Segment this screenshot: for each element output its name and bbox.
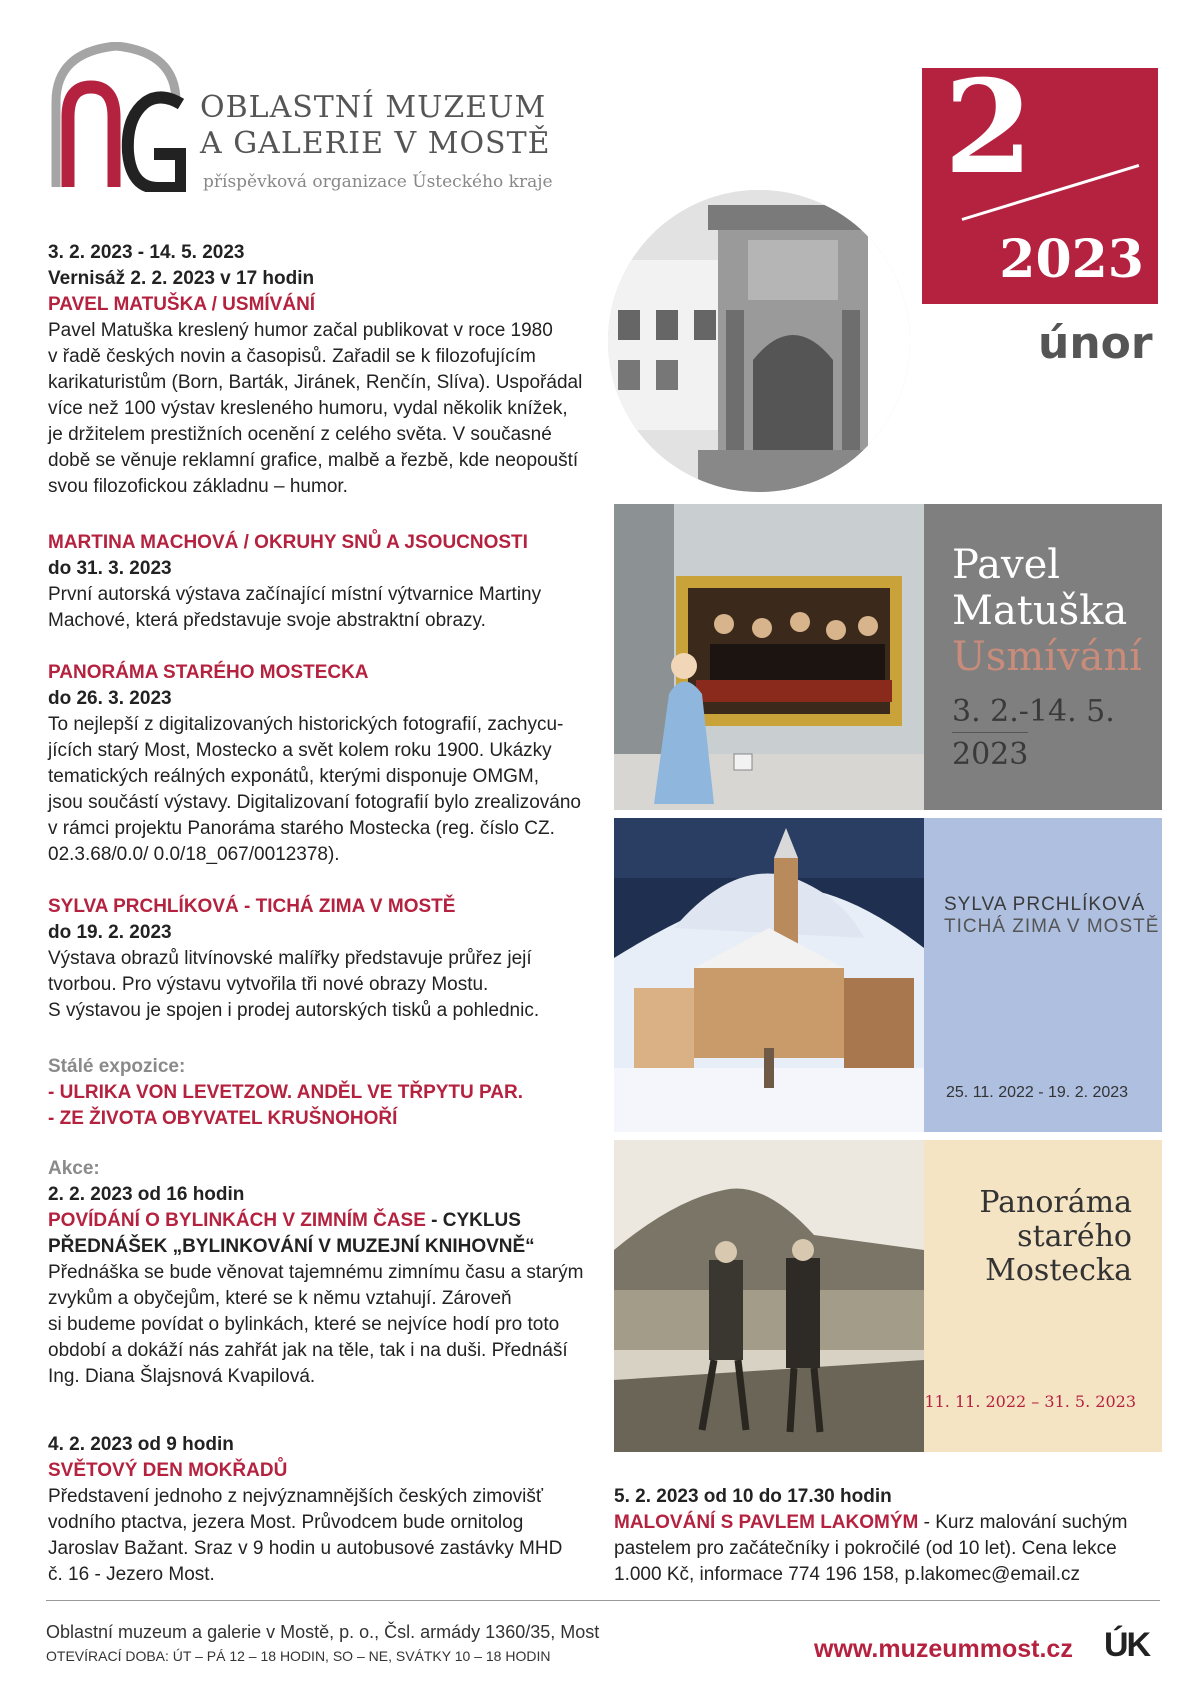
issue-month: únor xyxy=(1038,318,1153,369)
action-text-line: si budeme povídat o bylinkách, které se nejvíce hodí pro toto xyxy=(48,1314,560,1335)
action-text-line: č. 16 - Jezero Most. xyxy=(48,1564,215,1585)
event-text-line: v rámci projektu Panoráma starého Mostecka (reg. číslo CZ. xyxy=(48,818,555,839)
event-text-line: První autorská výstava začínající místní výtvarnice Martiny xyxy=(48,584,542,605)
event-text-line: 02.3.68/0.0/ 0.0/18_067/0012378). xyxy=(48,844,340,865)
panorama-photo xyxy=(614,1140,924,1452)
panorama-line3: Mostecka xyxy=(985,1253,1132,1288)
action-text-line: Přednáška se bude věnovat tajemnému zimnímu času a starým xyxy=(48,1262,584,1283)
event-panorama xyxy=(48,660,608,868)
permanent-item: - ULRIKA VON LEVETZOW. ANDĚL VE TŘPYTU PAR. xyxy=(48,1082,524,1103)
issue-badge xyxy=(922,53,1158,304)
building-photo xyxy=(608,190,910,492)
event-text-line: jsou součástí výstavy. Digitalizovaní fotografií bylo zrealizováno xyxy=(48,792,581,813)
event-date: do 19. 2. 2023 xyxy=(48,922,172,943)
action-text-line: Jaroslav Bažant. Sraz v 9 hodin u autobusové zastávky MHD xyxy=(48,1538,563,1559)
event-date: do 31. 3. 2023 xyxy=(48,558,172,579)
matuska-dates xyxy=(952,692,1115,775)
event-title: SYLVA PRCHLÍKOVÁ - TICHÁ ZIMA V MOSTĚ xyxy=(48,896,456,917)
matuska-year: 2023 xyxy=(952,732,1028,775)
museum-subtitle: příspěvková organizace Ústeckého kraje xyxy=(203,172,553,192)
matuska-date-range: 3. 2.-14. 5. xyxy=(952,694,1115,729)
museum-logo[interactable] xyxy=(46,42,186,192)
museum-logo-mark xyxy=(46,42,186,192)
action-text-line: zvykům a obyčejům, které se k němu vztahují. Zároveň xyxy=(48,1288,512,1309)
event-text-line: Výstava obrazů litvínovské malířky představuje průřez její xyxy=(48,948,532,969)
event-text-line: Pavel Matuška kreslený humor začal publikovat v roce 1980 xyxy=(48,320,553,341)
action-text-line: Představení jednoho z nejvýznamnějších českých zimovišť xyxy=(48,1486,544,1507)
action-text-first: - Kurz malování suchým xyxy=(918,1512,1128,1533)
event-matuska xyxy=(48,240,608,500)
panorama-line2: starého xyxy=(1017,1219,1132,1254)
prchlikova-name: SYLVA PRCHLÍKOVÁ xyxy=(944,894,1146,915)
museum-name xyxy=(200,90,551,162)
panel-prchlikova[interactable] xyxy=(614,818,1162,1132)
prchlikova-subtitle: TICHÁ ZIMA V MOSTĚ xyxy=(944,916,1160,937)
event-date: 3. 2. 2023 - 14. 5. 2023 xyxy=(48,242,245,263)
matuska-subtitle: Usmívání xyxy=(952,634,1142,680)
event-text-line: v řadě českých novin a časopisů. Zařadil se k filozofujícím xyxy=(48,346,536,367)
prchlikova-dates: 25. 11. 2022 - 19. 2. 2023 xyxy=(946,1084,1129,1101)
panel-panorama[interactable] xyxy=(614,1140,1162,1452)
website-link[interactable]: www.muzeummost.cz xyxy=(814,1635,1073,1663)
footer-hours: OTEVÍRACÍ DOBA: ÚT – PÁ 12 – 18 HODIN, SO – NE, SVÁTKY 10 – 18 HODIN xyxy=(46,1648,551,1664)
permanent-exhibitions xyxy=(48,1054,608,1132)
panorama-title xyxy=(979,1186,1132,1288)
event-text-line: To nejlepší z digitalizovaných historických fotografií, zachycu- xyxy=(48,714,564,735)
event-text-line: tvorbou. Pro výstavu vytvořila tři nové obrazy Mostu. xyxy=(48,974,489,995)
museum-name-line2: A GALERIE V MOSTĚ xyxy=(200,126,551,161)
event-text-line: Machové, která představuje svoje abstraktní obrazy. xyxy=(48,610,486,631)
event-title: PANORÁMA STARÉHO MOSTECKA xyxy=(48,662,369,683)
matuska-title xyxy=(952,542,1142,680)
action-text-line: Ing. Diana Šlajsnová Kvapilová. xyxy=(48,1366,316,1387)
action-text-line: období a dokáží nás zahřát jak na těle, tak i na duši. Přednáší xyxy=(48,1340,568,1361)
action-date: 2. 2. 2023 od 16 hodin xyxy=(48,1184,245,1205)
panorama-line1: Panoráma xyxy=(979,1185,1132,1220)
actions-label: Akce: xyxy=(48,1158,100,1179)
museum-name-line1: OBLASTNÍ MUZEUM xyxy=(200,90,547,125)
footer-address: Oblastní muzeum a galerie v Mostě, p. o., Čsl. armády 1360/35, Most xyxy=(46,1622,600,1642)
event-text-line: jících starý Most, Mostecko a svět kolem roku 1900. Ukázky xyxy=(48,740,552,761)
event-text-line: svou filozofickou základnu – humor. xyxy=(48,476,348,497)
action-herbs xyxy=(48,1156,608,1390)
event-text-line: S výstavou je spojen i prodej autorských tisků a pohlednic. xyxy=(48,1000,540,1021)
action-title: POVÍDÁNÍ O BYLINKÁCH V ZIMNÍM ČASE xyxy=(48,1210,426,1231)
action-painting xyxy=(614,1484,1162,1588)
event-text-line: karikaturistům (Born, Barták, Jiránek, Renčín, Slíva). Uspořádal xyxy=(48,372,583,393)
prchlikova-artwork xyxy=(614,818,924,1132)
action-title-cont2: PŘEDNÁŠEK „BYLINKOVÁNÍ V MUZEJNÍ KNIHOVNĚ“ xyxy=(48,1236,535,1257)
event-prchlikova xyxy=(48,894,608,1024)
action-text-line: vodního ptactva, jezera Most. Průvodcem bude ornitolog xyxy=(48,1512,524,1533)
prchlikova-title xyxy=(944,894,1159,938)
issue-number: 2 xyxy=(944,53,1034,203)
action-wetlands xyxy=(48,1432,608,1588)
event-machova xyxy=(48,530,608,634)
event-text-line: době se věnuje reklamní grafice, malbě a řezbě, kde neopouští xyxy=(48,450,579,471)
permanent-item: - ZE ŽIVOTA OBYVATEL KRUŠNOHOŘÍ xyxy=(48,1108,398,1129)
event-date: do 26. 3. 2023 xyxy=(48,688,172,709)
action-title: MALOVÁNÍ S PAVLEM LAKOMÝM xyxy=(614,1512,919,1533)
action-date: 5. 2. 2023 od 10 do 17.30 hodin xyxy=(614,1486,892,1507)
event-vernissage: Vernisáž 2. 2. 2023 v 17 hodin xyxy=(48,268,315,289)
event-title: PAVEL MATUŠKA / USMÍVÁNÍ xyxy=(48,294,316,315)
footer-divider xyxy=(46,1600,1160,1601)
matuska-artwork xyxy=(614,504,924,810)
action-title: SVĚTOVÝ DEN MOKŘADŮ xyxy=(48,1460,288,1481)
permanent-label: Stálé expozice: xyxy=(48,1056,186,1077)
panorama-dates: 11. 11. 2022 – 31. 5. 2023 xyxy=(924,1392,1136,1411)
event-text-line: je držitelem prestižních ocenění z celého světa. V současné xyxy=(48,424,552,445)
issue-year: 2023 xyxy=(999,229,1144,290)
panel-matuska[interactable] xyxy=(614,504,1162,810)
matuska-name1: Pavel xyxy=(952,542,1061,588)
action-text-line: pastelem pro začátečníky i pokročilé (od 10 let). Cena lekce xyxy=(614,1538,1117,1559)
matuska-name2: Matuška xyxy=(952,588,1128,634)
event-text-line: více než 100 výstav kresleného humoru, vydal několik knížek, xyxy=(48,398,568,419)
region-logo: ÚK xyxy=(1104,1626,1150,1664)
event-text-line: tematických reálných exponátů, kterými disponuje OMGM, xyxy=(48,766,540,787)
event-title: MARTINA MACHOVÁ / OKRUHY SNŮ A JSOUCNOSTI xyxy=(48,532,528,553)
action-date: 4. 2. 2023 od 9 hodin xyxy=(48,1434,234,1455)
action-text-line: 1.000 Kč, informace 774 196 158, p.lakomec@email.cz xyxy=(614,1564,1081,1585)
action-title-cont: - CYKLUS xyxy=(425,1210,521,1231)
